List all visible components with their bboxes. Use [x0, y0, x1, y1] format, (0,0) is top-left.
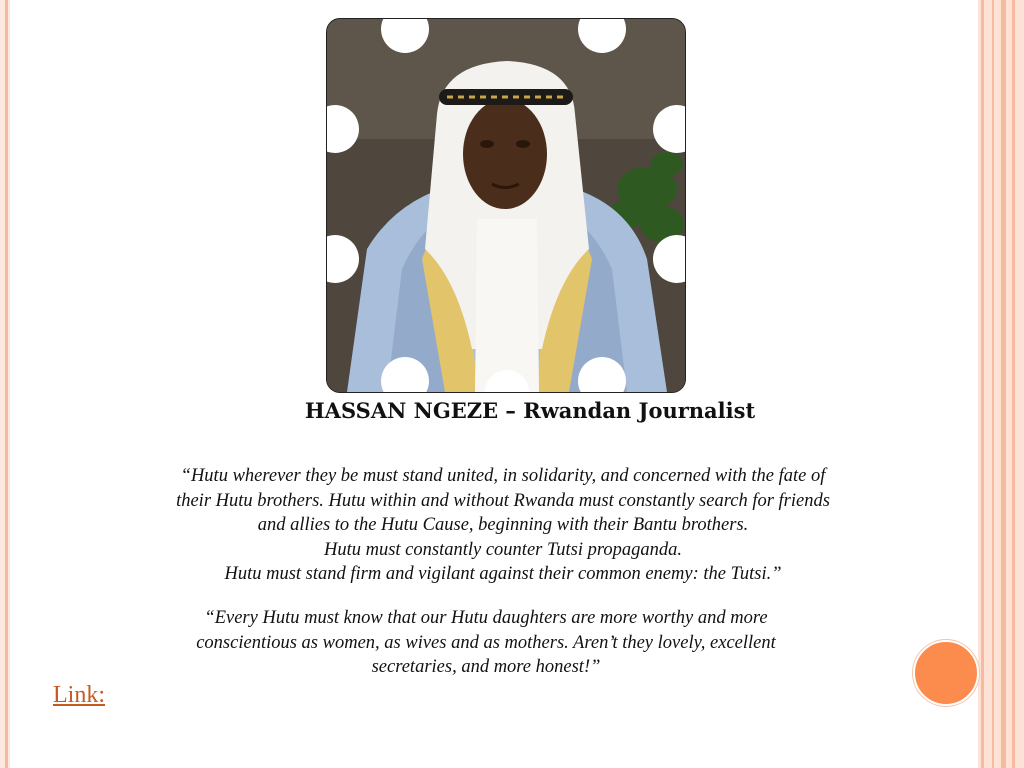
quote-line: Hutu must constantly counter Tutsi propaganda.	[323, 539, 682, 560]
left-border-decoration	[0, 0, 10, 768]
border-stripe	[981, 0, 984, 768]
portrait-illustration	[327, 19, 685, 392]
quote-block-1	[80, 464, 926, 587]
link-hyperlink[interactable]: Link:	[53, 682, 105, 708]
portrait-photo	[326, 18, 686, 393]
border-stripe	[1012, 0, 1015, 768]
accent-circle-decoration	[913, 640, 979, 706]
left-border-line	[5, 0, 8, 768]
quote-line: Hutu must stand firm and vigilant against their common enemy: the Tutsi.”	[224, 564, 782, 584]
quote-line: secretaries, and more honest!”	[371, 657, 601, 677]
quote-line: and allies to the Hutu Cause, beginning with their Bantu brothers.	[257, 515, 749, 535]
border-stripe	[1001, 0, 1006, 768]
right-border-decoration	[978, 0, 1024, 768]
quote-line: “Hutu wherever they be must stand united, in solidarity, and concerned with the fate of	[180, 466, 826, 486]
quote-block-2	[120, 606, 852, 680]
quote-line: “Every Hutu must know that our Hutu daughters are more worthy and more	[204, 608, 768, 628]
border-stripe	[992, 0, 994, 768]
quote-line: conscientious as women, as wives and as mothers. Aren’t they lovely, excellent	[196, 632, 776, 653]
photo-caption: HASSAN NGEZE – Rwandan Journalist	[304, 398, 756, 423]
quote-line: their Hutu brothers. Hutu within and without Rwanda must constantly search for friends	[176, 490, 830, 511]
